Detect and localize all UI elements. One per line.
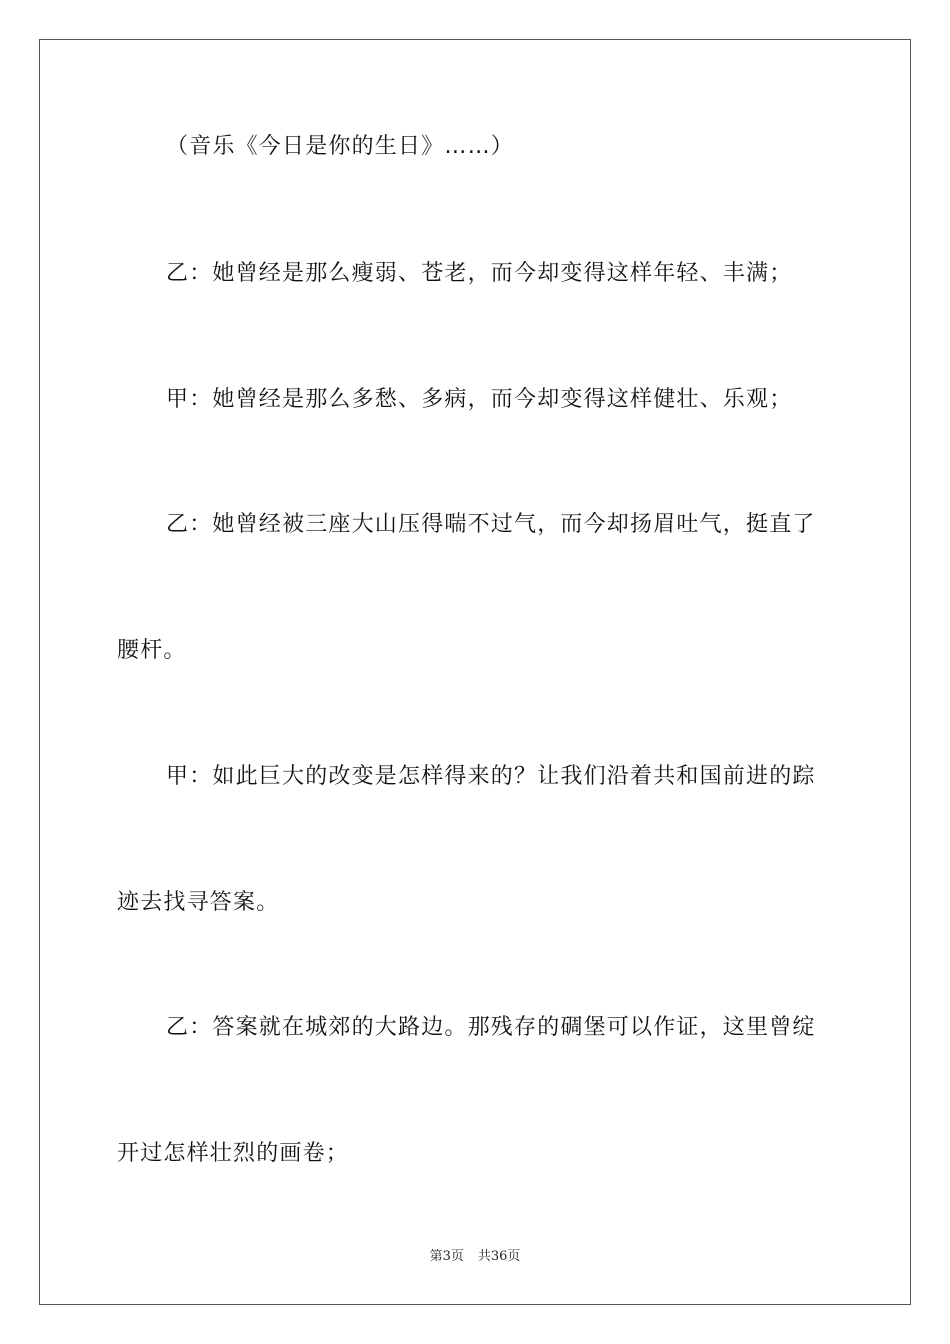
paragraph-line: 甲：如此巨大的改变是怎样得来的？让我们沿着共和国前进的踪: [166, 764, 816, 789]
paragraph-line: （音乐《今日是你的生日》……）: [166, 134, 515, 159]
paragraph-line: 乙：她曾经被三座大山压得喘不过气，而今却扬眉吐气，挺直了: [166, 512, 816, 537]
paragraph-line: 迹去找寻答案。: [117, 890, 280, 915]
paragraph-line: 开过怎样壮烈的画卷；: [117, 1141, 350, 1166]
page-number: 第3页: [429, 1249, 464, 1264]
page-footer: [0, 1248, 950, 1266]
page-total: 共36页: [477, 1249, 521, 1264]
paragraph-line: 腰杆。: [117, 638, 187, 663]
page-border: [39, 39, 911, 1305]
paragraph-line: 乙：答案就在城郊的大路边。那残存的碉堡可以作证，这里曾绽: [166, 1015, 816, 1040]
paragraph-line: 甲：她曾经是那么多愁、多病，而今却变得这样健壮、乐观；: [166, 387, 793, 412]
paragraph-line: 乙：她曾经是那么瘦弱、苍老，而今却变得这样年轻、丰满；: [166, 261, 793, 286]
